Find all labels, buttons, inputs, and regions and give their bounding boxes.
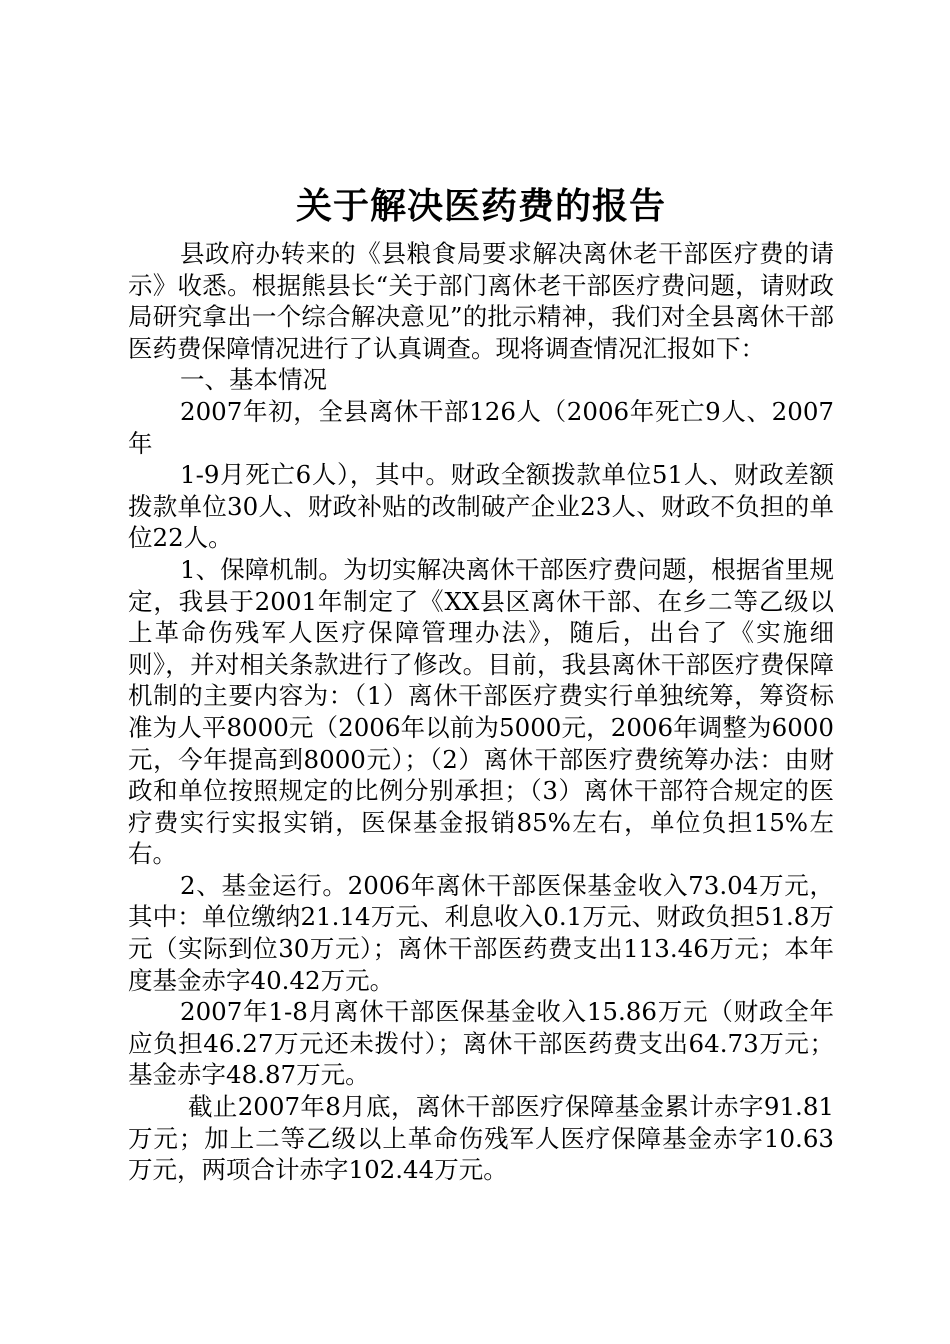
section-heading-basic: 一、基本情况 [180, 365, 327, 395]
paragraph-retirees-count: 2007年初，全县离休干部126人（2006年死亡9人、2007年 [128, 396, 834, 458]
paragraph-fund-operation-2006: 2、基金运行。2006年离休干部医保基金收入73.04万元，其中：单位缴纳21.14万元、利息收入0.1万元、财政负担51.8万元（实际到位30万元）；离休干部医药费支出113.46万元；本年度基金赤字40.42万元。 [128, 870, 834, 995]
paragraph-retirees-breakdown: 1-9月死亡6人），其中。财政全额拨款单位51人、财政差额拨款单位30人、财政补贴的改制破产企业23人、财政不负担的单位22人。 [128, 460, 834, 553]
paragraph-fund-operation-2007: 2007年1-8月离休干部医保基金收入15.86万元（财政全年应负担46.27万元还未拨付）；离休干部医药费支出64.73万元；基金赤字48.87万元。 [128, 997, 834, 1090]
paragraph-guarantee-mechanism: 1、保障机制。为切实解决离休干部医疗费问题，根据省里规定，我县于2001年制定了《XX县区离休干部、在乡二等乙级以上革命伤残军人医疗保障管理办法》，随后，出台了《实施细则》，并对相关条款进行了修改。目前，我县离休干部医疗费保障机制的主要内容为：（1）离休干部医疗费实行单独统筹，筹资标准为人平8000元（2006年以前为5000元，2006年调整为6000元，今年提高到8000元）；（2）离休干部医疗费统筹办法：由财政和单位按照规定的比例分别承担；（3）离休干部符合规定的医疗费实行实报实销，医保基金报销85%左右，单位负担15%左右。 [128, 554, 834, 869]
document-title: 关于解决医药费的报告 [295, 186, 666, 227]
document-page [128, 178, 834, 1186]
paragraph-cumulative-deficit: 截止2007年8月底，离休干部医疗保障基金累计赤字91.81万元；加上二等乙级以上革命伤残军人医疗保障基金赤字10.63万元，两项合计赤字102.44万元。 [128, 1092, 834, 1185]
paragraph-intro: 县政府办转来的《县粮食局要求解决离休老干部医疗费的请示》收悉。根据熊县长“关于部门离休老干部医疗费问题，请财政局研究拿出一个综合解决意见”的批示精神，我们对全县离休干部医药费保障情况进行了认真调查。现将调查情况汇报如下： [128, 239, 834, 363]
document-body [128, 238, 834, 1186]
